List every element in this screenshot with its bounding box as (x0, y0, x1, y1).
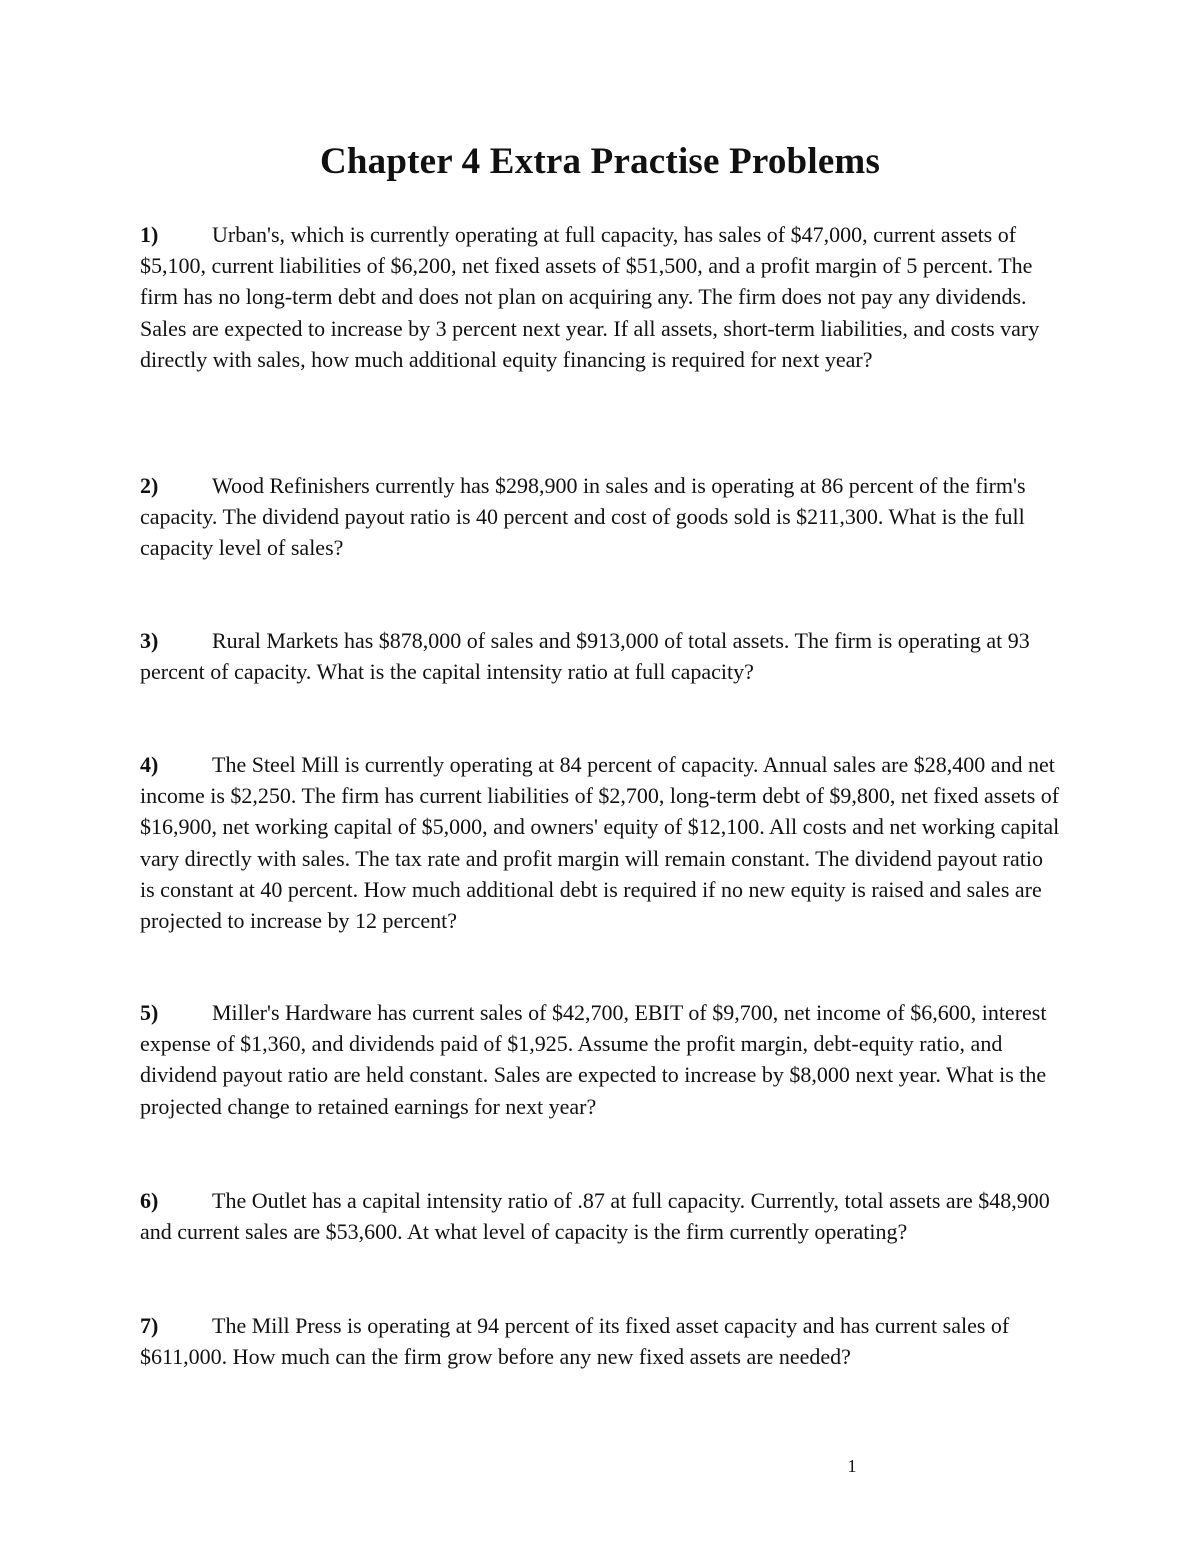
problem-number: 1) (140, 222, 159, 247)
problem-text: Wood Refinishers currently has $298,900 in sales and is operating at 86 percent of the firm's capacity. The dividend payout ratio is 40 percent and cost of goods sold is $211,300. What is the full capacity level of sales? (140, 473, 1026, 561)
problem-number: 6) (140, 1188, 159, 1213)
problem-number: 7) (140, 1313, 159, 1338)
problem-text: The Steel Mill is currently operating at 84 percent of capacity. Annual sales are $28,400 and net income is $2,250. The firm has current liabilities of $2,700, long-term debt of $9,800, net fixed assets of $16,900, net working capital of $5,000, and owners' equity of $12,100. All costs and net working capital vary directly with sales. The tax rate and profit margin will remain constant. The dividend payout ratio is constant at 40 percent. How much additional debt is required if no new equity is raised and sales are projected to increase by 12 percent? (140, 752, 1060, 934)
problem-number: 2) (140, 473, 159, 498)
problem-6 (140, 1185, 1060, 1247)
problem-text: Urban's, which is currently operating at full capacity, has sales of $47,000, current assets of $5,100, current liabilities of $6,200, net fixed assets of $51,500, and a profit margin of 5 percent. The firm has no long-term debt and does not plan on acquiring any. The firm does not pay any dividends. Sales are expected to increase by 3 percent next year. If all assets, short-term liabilities, and costs vary directly with sales, how much additional equity financing is required for next year? (140, 222, 1040, 372)
problem-text: Rural Markets has $878,000 of sales and $913,000 of total assets. The firm is operating at 93 percent of capacity. What is the capital intensity ratio at full capacity? (140, 628, 1030, 685)
page-title: Chapter 4 Extra Practise Problems (319, 141, 881, 182)
page-number: 1 (847, 1456, 857, 1476)
problem-number: 5) (140, 1000, 159, 1025)
problem-text: The Outlet has a capital intensity ratio of .87 at full capacity. Currently, total assets are $48,900 and current sales are $53,600. At what level of capacity is the firm currently operating? (140, 1188, 1050, 1245)
problem-7 (140, 1310, 1060, 1372)
problem-2 (140, 470, 1060, 564)
problem-3 (140, 625, 1060, 687)
problem-5 (140, 997, 1060, 1122)
problem-text: Miller's Hardware has current sales of $42,700, EBIT of $9,700, net income of $6,600, interest expense of $1,360, and dividends paid of $1,925. Assume the profit margin, debt-equity ratio, and dividend payout ratio are held constant. Sales are expected to increase by $8,000 next year. What is the projected change to retained earnings for next year? (140, 1000, 1047, 1119)
problem-text: The Mill Press is operating at 94 percent of its fixed asset capacity and has current sales of $611,000. How much can the firm grow before any new fixed assets are needed? (140, 1313, 1010, 1370)
problem-number: 3) (140, 628, 159, 653)
problem-number: 4) (140, 752, 159, 777)
problem-4 (140, 749, 1060, 936)
problem-1 (140, 219, 1060, 375)
